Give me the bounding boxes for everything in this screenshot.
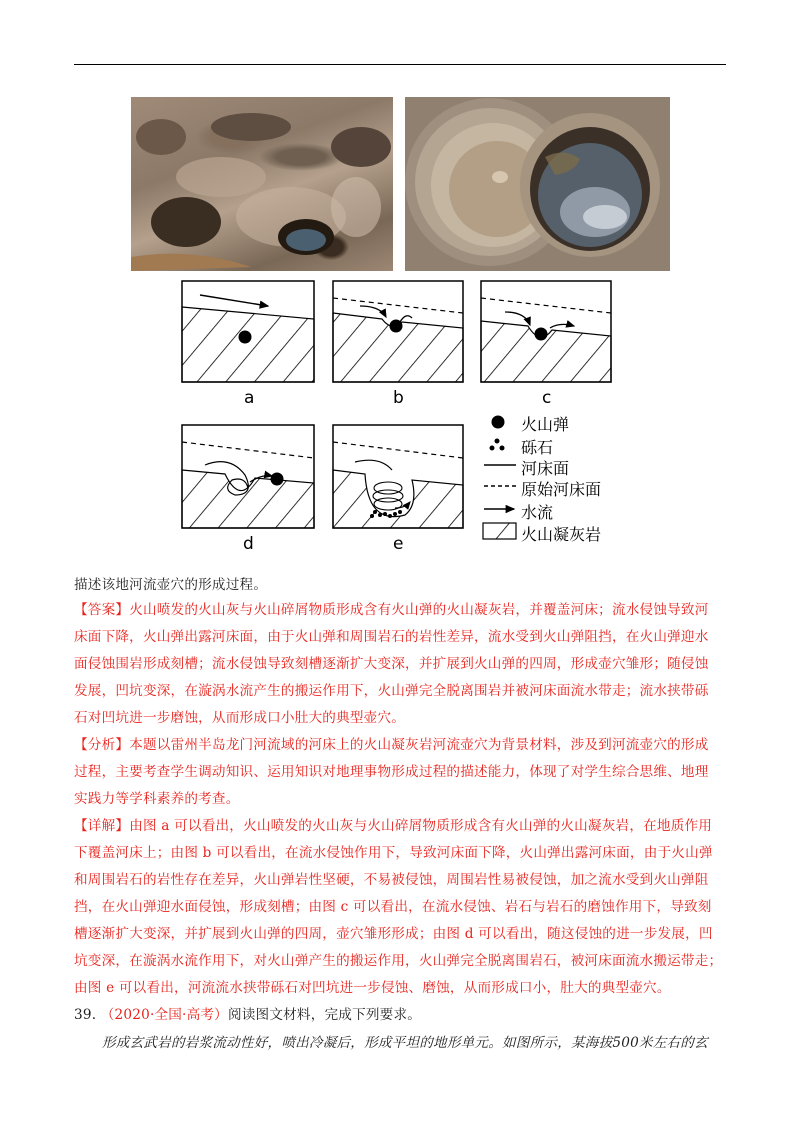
panel-label-c: c — [542, 388, 552, 408]
panel-b — [333, 281, 463, 382]
analysis-tag: 【分析】 — [74, 737, 130, 753]
answer-line: 发展，凹坑变深，在漩涡水流产生的搬运作用下，火山弹完全脱离围岩并被河床面流水带走；流水挟带砾 — [74, 683, 709, 699]
legend-label: 原始河床面 — [521, 480, 602, 499]
legend-label: 砾石 — [521, 438, 554, 457]
analysis-line: 过程，主要考查学生调动知识、运用知识对地理事物形成过程的描述能力，体现了对学生综合思维、地理 — [74, 764, 709, 780]
panel-label-b: b — [393, 388, 404, 408]
question-source: （2020·全国·高考） — [100, 1007, 228, 1023]
question-instruction: 阅读图文材料，完成下列要求。 — [227, 1007, 422, 1023]
answer-line: 床面下降，火山弹出露河床面，由于火山弹和周围岩石的岩性差异，流水受到火山弹阻挡，在火山弹迎水 — [74, 629, 709, 645]
answer-tag: 【答案】 — [74, 602, 130, 618]
answer-line: 石对凹坑进一步磨蚀，从而形成口小肚大的典型壶穴。 — [74, 710, 406, 726]
detail-line: 由图 e 可以看出，河流流水挟带砾石对凹坑进一步侵蚀、磨蚀，从而形成口小，肚大的典型壶穴。 — [74, 980, 671, 996]
detail-tag: 【详解】 — [74, 818, 130, 834]
question-prompt: 描述该地河流壶穴的形成过程。 — [74, 577, 268, 593]
legend-label: 河床面 — [521, 459, 570, 478]
panel-a — [182, 281, 314, 382]
question-number: 39. — [74, 1007, 97, 1023]
analysis-line: 本题以雷州半岛龙门河流域的河床上的火山凝灰岩河流壶穴为背景材料，涉及到河流壶穴的形成 — [129, 737, 709, 753]
panel-label-e: e — [393, 534, 404, 554]
panel-d — [182, 425, 314, 528]
panel-c — [481, 281, 611, 382]
panel-label-a: a — [244, 388, 255, 408]
detail-line: 下覆盖河床上；由图 b 可以看出，在流水侵蚀作用下，导致河床面下降，火山弹出露河床面，由于火山弹 — [74, 845, 713, 861]
hatch-icon — [483, 523, 516, 539]
legend-label: 火山凝灰岩 — [521, 525, 602, 544]
legend-label: 火山弹 — [521, 415, 570, 434]
detail-line: 挡，在火山弹迎水面侵蚀，形成刻槽；由图 c 可以看出，在流水侵蚀、岩石与岩石的磨蚀作用下，导致刻 — [74, 899, 712, 915]
next-question-header — [74, 1002, 729, 1029]
legend-label: 水流 — [521, 503, 554, 522]
panel-e — [333, 425, 463, 528]
answer-block — [74, 597, 729, 732]
panel-label-d: d — [243, 534, 254, 554]
detail-line: 和周围岩石的岩性存在差异，火山弹岩性坚硬，不易被侵蚀，周围岩性易被侵蚀，加之流水受到火山弹阻 — [74, 872, 709, 888]
detail-line: 由图 a 可以看出，火山喷发的火山灰与火山碎屑物质形成含有火山弹的火山凝灰岩，在地质作用 — [129, 818, 713, 834]
analysis-line: 实践力等学科素养的考查。 — [74, 791, 240, 807]
analysis-block — [74, 732, 729, 813]
detail-line: 槽逐渐扩大变深，并扩展到火山弹的四周，壶穴雏形形成；由图 d 可以看出，随这侵蚀的进一步发展，凹 — [74, 926, 713, 942]
gravel-icon — [490, 439, 505, 451]
volcanic-bomb-icon — [492, 416, 505, 429]
detail-block — [74, 813, 729, 1002]
answer-line: 火山喷发的火山灰与火山碎屑物质形成含有火山弹的火山凝灰岩，并覆盖河床；流水侵蚀导致河 — [129, 602, 709, 618]
question-material: 形成玄武岩的岩浆流动性好，喷出冷凝后，形成平坦的地形单元。如图所示，某海拔500米左右的玄 — [102, 1035, 708, 1051]
answer-line: 面侵蚀围岩形成刻槽；流水侵蚀导致刻槽逐渐扩大变深，并扩展到火山弹的四周，形成壶穴雏形；随侵蚀 — [74, 656, 709, 672]
detail-line: 坑变深，在漩涡水流作用下，对火山弹产生的搬运作用，火山弹完全脱离围岩石，被河床面流水搬运带走； — [74, 953, 723, 969]
